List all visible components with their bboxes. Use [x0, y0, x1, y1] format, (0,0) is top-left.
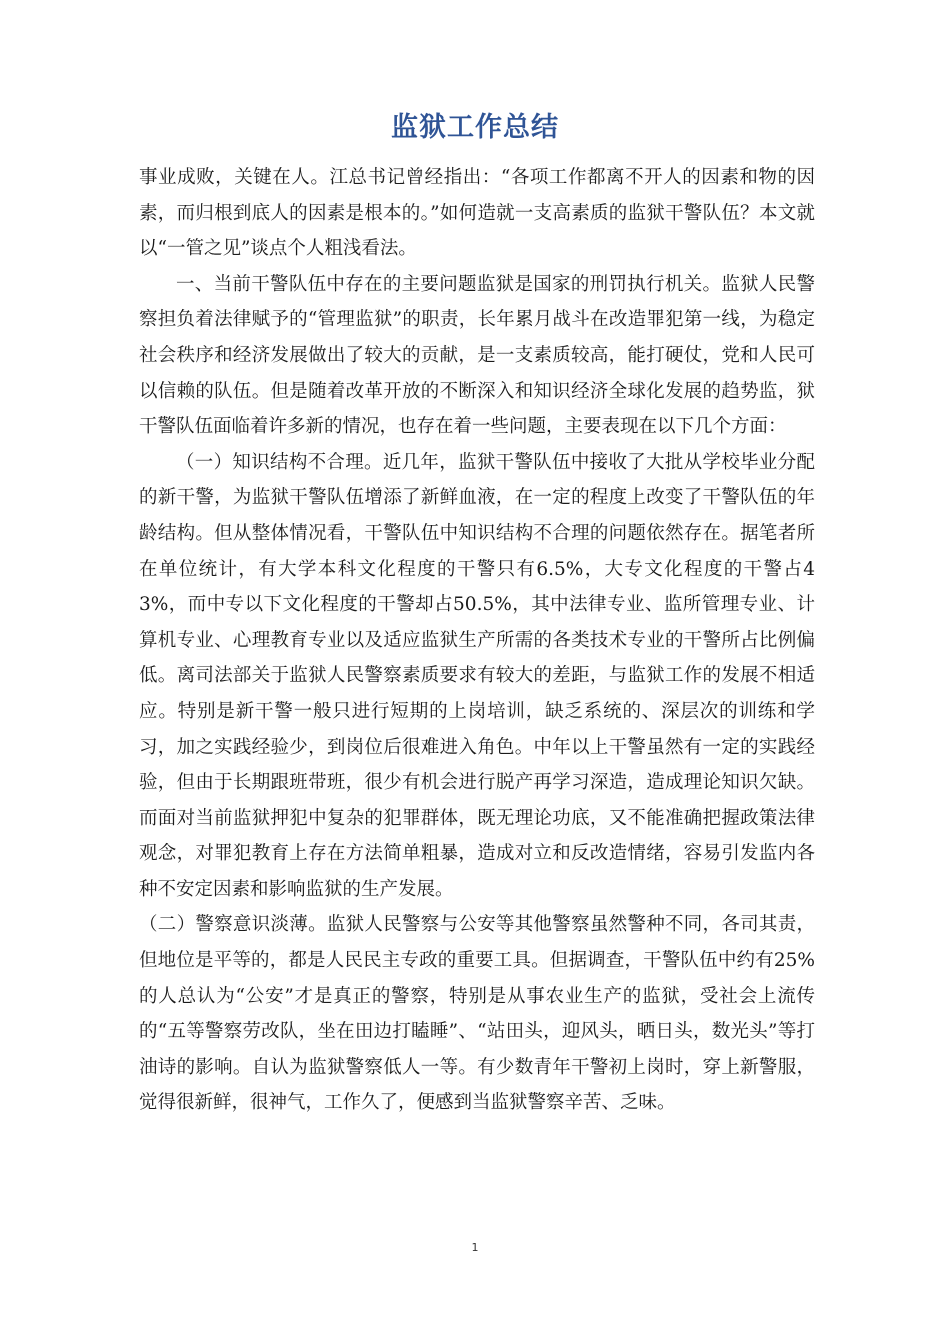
paragraph-section-1: 一、当前干警队伍中存在的主要问题监狱是国家的刑罚执行机关。监狱人民警察担负着法律赋予的“管理监狱”的职责，长年累月战斗在改造罪犯第一线，为稳定社会秩序和经济发展做出了较大的贡献，是一支素质较高，能打硬仗，党和人民可以信赖的队伍。但是随着改革开放的不断深入和知识经济全球化发展的趋势监，狱干警队伍面临着许多新的情况，也存在着一些问题，主要表现在以下几个方面： — [139, 273, 815, 438]
document-body — [139, 160, 815, 1121]
document-title: 监狱工作总结 — [391, 112, 559, 143]
page-number: 1 — [471, 1241, 479, 1254]
paragraph-police-awareness: （二）警察意识淡薄。监狱人民警察与公安等其他警察虽然警种不同，各司其责，但地位是平等的，都是人民民主专政的重要工具。但据调查，干警队伍中约有25%的人总认为“公安”才是真正的警察，特别是从事农业生产的监狱，受社会上流传的“五等警察劳改队，坐在田边打瞌睡”、“站田头，迎风头，晒日头，数光头”等打油诗的影响。自认为监狱警察低人一等。有少数青年干警初上岗时，穿上新警服，觉得很新鲜，很神气，工作久了，便感到当监狱警察辛苦、乏味。 — [139, 914, 815, 1114]
paragraph-intro: 事业成败，关键在人。江总书记曾经指出：“各项工作都离不开人的因素和物的因素，而归根到底人的因素是根本的。”如何造就一支高素质的监狱干警队伍？本文就以“一管之见”谈点个人粗浅看法。 — [139, 167, 815, 260]
paragraph-knowledge-structure: （一）知识结构不合理。近几年，监狱干警队伍中接收了大批从学校毕业分配的新干警，为监狱干警队伍增添了新鲜血液，在一定的程度上改变了干警队伍的年龄结构。但从整体情况看，干警队伍中知识结构不合理的问题依然存在。据笔者所在单位统计，有大学本科文化程度的干警只有6.5%，大专文化程度的干警占43%，而中专以下文化程度的干警却占50.5%，其中法律专业、监所管理专业、计算机专业、心理教育专业以及适应监狱生产所需的各类技术专业的干警所占比例偏低。离司法部关于监狱人民警察素质要求有较大的差距，与监狱工作的发展不相适应。特别是新干警一般只进行短期的上岗培训，缺乏系统的、深层次的训练和学习，加之实践经验少，到岗位后很难进入角色。中年以上干警虽然有一定的实践经验，但由于长期跟班带班，很少有机会进行脱产再学习深造，造成理论知识欠缺。而面对当前监狱押犯中复杂的犯罪群体，既无理论功底，又不能准确把握政策法律观念，对罪犯教育上存在方法简单粗暴，造成对立和反改造情绪，容易引发监内各种不安定因素和影响监狱的生产发展。 — [139, 451, 815, 900]
